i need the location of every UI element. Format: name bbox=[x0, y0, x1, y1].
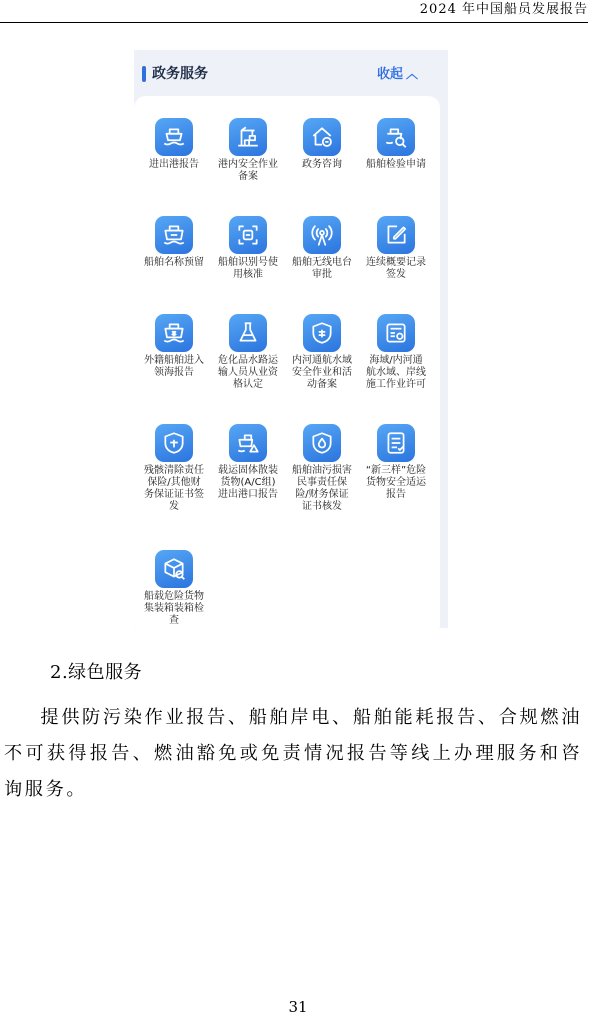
flask-icon bbox=[229, 314, 267, 352]
panel-title: 政务服务 bbox=[152, 66, 208, 82]
foreign-ship-icon bbox=[155, 314, 193, 352]
service-ship-name[interactable] bbox=[136, 216, 212, 269]
service-label: 危化品水路运 输人员从业资 格认定 bbox=[218, 355, 278, 390]
service-ship-inspect[interactable] bbox=[358, 118, 434, 171]
service-label: 载运固体散装 货物(A/C组) 进出港口报告 bbox=[218, 465, 278, 500]
service-ship-id[interactable] bbox=[210, 216, 286, 281]
service-record[interactable] bbox=[358, 216, 434, 281]
service-bulk-cargo[interactable] bbox=[210, 424, 286, 501]
service-consult[interactable] bbox=[284, 118, 360, 171]
body-paragraph: 提供防污染作业报告、船舶岸电、船舶能耗报告、合规燃油不可获得报告、燃油豁免或免责情况报告等线上办理服务和咨询服务。 bbox=[4, 707, 582, 800]
collapse-label: 收起 bbox=[376, 67, 403, 82]
service-port-safety[interactable] bbox=[210, 118, 286, 183]
service-label: 外籍船舶进入 领海报告 bbox=[144, 355, 204, 378]
title-accent-bar bbox=[142, 66, 146, 82]
page-number: 31 bbox=[288, 998, 308, 1016]
service-inland-safety[interactable] bbox=[284, 314, 360, 391]
ship-id-icon bbox=[229, 216, 267, 254]
service-label: 海域/内河通 航水域、岸线 施工作业许可 bbox=[366, 355, 426, 390]
shield-file-icon bbox=[303, 314, 341, 352]
ship-name-icon bbox=[155, 216, 193, 254]
service-ship-report[interactable] bbox=[136, 118, 212, 171]
radio-icon bbox=[303, 216, 341, 254]
service-label: 政务咨询 bbox=[302, 159, 342, 170]
cargo-doc-icon bbox=[377, 424, 415, 462]
container-inspect-icon bbox=[155, 550, 193, 588]
service-label: 船舶检验申请 bbox=[366, 159, 426, 170]
service-foreign-ship[interactable] bbox=[136, 314, 212, 379]
service-label: 船舶无线电台 审批 bbox=[292, 257, 352, 280]
consult-icon bbox=[303, 118, 341, 156]
service-label: “新三样”危险 货物安全适运 报告 bbox=[365, 465, 427, 500]
running-header: 2024 年中国船员发展报告 bbox=[0, 0, 588, 23]
service-label: 船舶名称预留 bbox=[144, 257, 204, 268]
service-container-inspect[interactable] bbox=[136, 550, 212, 627]
service-oil-pollution[interactable] bbox=[284, 424, 360, 513]
ship-inspect-icon bbox=[377, 118, 415, 156]
service-label: 进出港报告 bbox=[149, 159, 199, 170]
service-label: 船舶识别号使 用核准 bbox=[218, 257, 278, 280]
service-new-three-cargo[interactable] bbox=[358, 424, 434, 501]
service-radio[interactable] bbox=[284, 216, 360, 281]
service-label: 港内安全作业 备案 bbox=[218, 159, 278, 182]
insurance-shield-icon bbox=[155, 424, 193, 462]
construction-icon bbox=[377, 314, 415, 352]
bulk-cargo-icon bbox=[229, 424, 267, 462]
service-hazmat-crew[interactable] bbox=[210, 314, 286, 391]
ship-report-icon bbox=[155, 118, 193, 156]
collapse-button[interactable] bbox=[377, 64, 418, 85]
crane-icon bbox=[229, 118, 267, 156]
service-label: 船舶油污损害 民事责任保 险/财务保证 证书核发 bbox=[292, 465, 352, 512]
service-label: 船载危险货物 集装箱装箱检 查 bbox=[144, 591, 204, 626]
service-wreck-insurance[interactable] bbox=[136, 424, 212, 513]
service-label: 残骸清除责任 保险/其他财 务保证证书签 发 bbox=[144, 465, 204, 512]
panel-header bbox=[134, 50, 448, 96]
service-construction[interactable] bbox=[358, 314, 434, 391]
record-edit-icon bbox=[377, 216, 415, 254]
section-heading: 2.绿色服务 bbox=[50, 662, 143, 683]
app-screenshot bbox=[134, 50, 448, 628]
oil-insurance-icon bbox=[303, 424, 341, 462]
chevron-up-icon: ︿ bbox=[405, 67, 418, 81]
service-label: 连续概要记录 签发 bbox=[366, 257, 426, 280]
services-card bbox=[134, 96, 440, 628]
service-label: 内河通航水域 安全作业和活 动备案 bbox=[292, 355, 352, 390]
